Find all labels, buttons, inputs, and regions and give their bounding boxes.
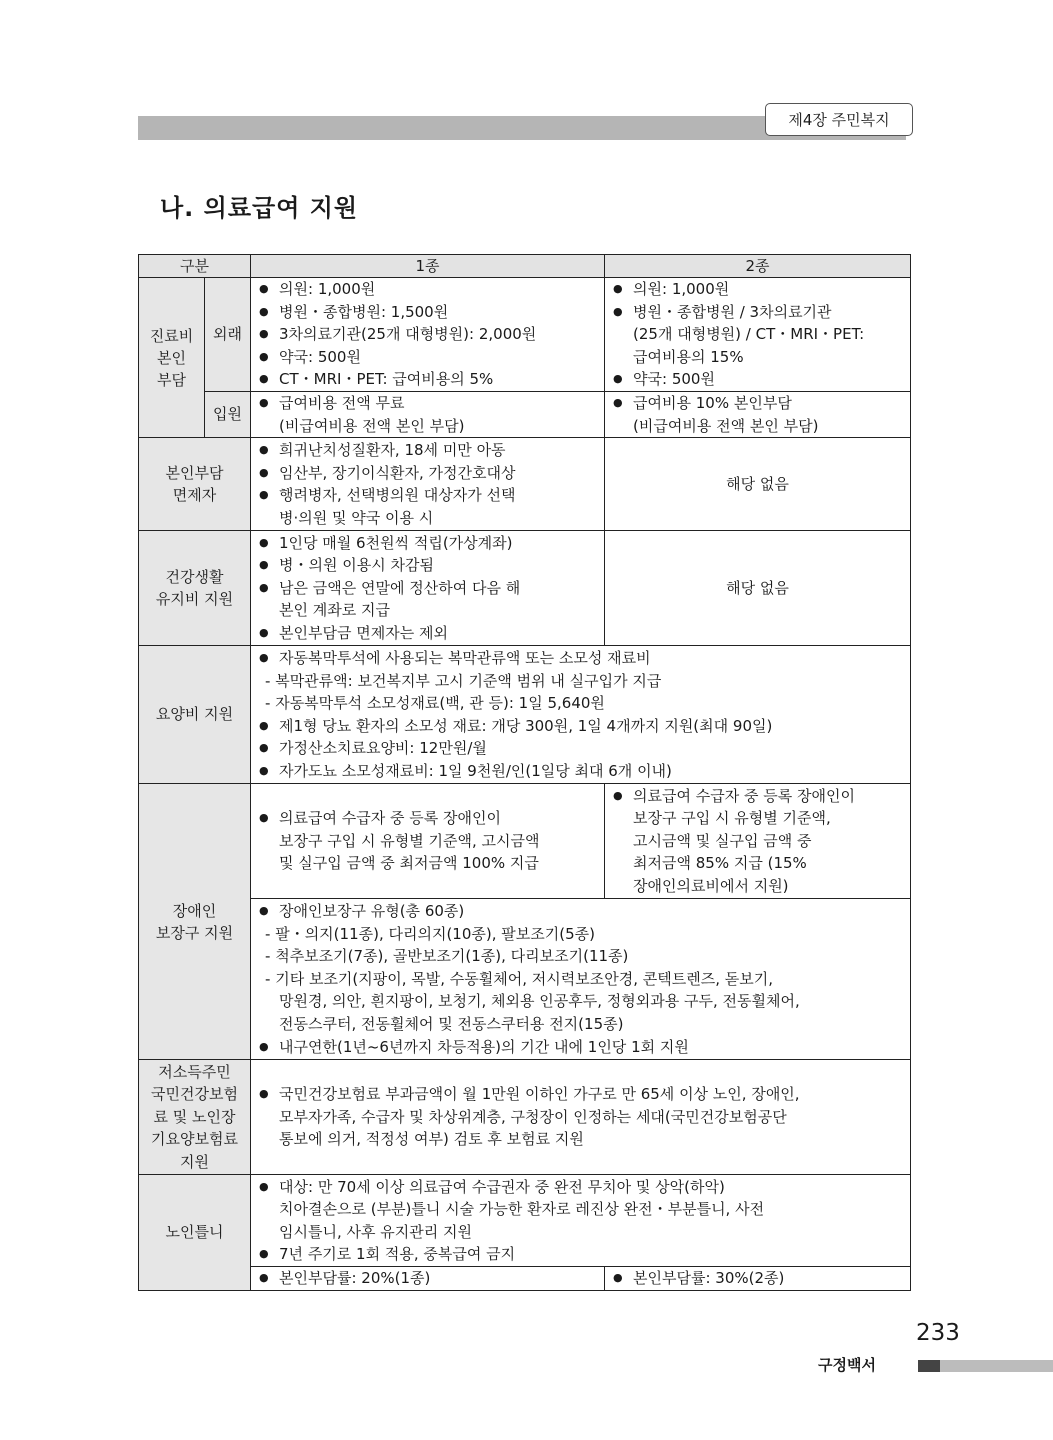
row-label-inpatient: 입원	[205, 392, 251, 438]
table-row	[139, 899, 911, 1060]
list-item: ● 약국: 500원	[611, 368, 906, 391]
list-item: ● 내구연한(1년~6년까지 차등적용)의 기간 내에 1인당 1회 지원	[257, 1036, 906, 1059]
exempt-type2: 해당 없음	[605, 438, 911, 531]
row-label-exempt-line: 본인부담	[165, 464, 224, 483]
list-item: 보장구 구입 시 유형별 기준액, 고시금액	[279, 831, 540, 850]
table-row	[139, 1267, 911, 1291]
list-item: ● 급여비용 10% 본인부담	[611, 392, 906, 415]
list-item: ● 병원・종합병원: 1,500원	[257, 301, 600, 324]
row-label-medical	[139, 278, 205, 438]
care-content	[251, 646, 911, 784]
list-item: ● 약국: 500원	[257, 346, 600, 369]
chapter-tab: 제4장 주민복지	[765, 103, 913, 136]
section-title: 나. 의료급여 지원	[160, 194, 359, 222]
row-label-insurance-line: 지원	[180, 1153, 209, 1172]
list-item: 및 실구입 금액 중 최저금액 100% 지급	[279, 854, 539, 873]
list-item: 치아결손으로 (부분)틀니 시술 가능한 환자로 레진상 완전・부분틀니, 사전	[279, 1200, 765, 1219]
list-item: ● 대상: 만 70세 이상 의료급여 수급권자 중 완전 무치아 및 상악(하악)	[257, 1176, 906, 1199]
list-item: ● 자동복막투석에 사용되는 복막관류액 또는 소모성 재료비	[257, 647, 906, 670]
row-label-medical-line: 진료비	[149, 326, 194, 345]
list-item: - 기타 보조기(지팡이, 목발, 수동휠체어, 저시력보조안경, 콘텍트렌즈, 돋보기,	[257, 968, 906, 991]
list-item: 장애인의료비에서 지원)	[633, 877, 789, 896]
list-item: ● 본인부담률: 20%(1종)	[257, 1267, 600, 1290]
denture-type2	[605, 1267, 911, 1291]
row-label-health-line: 유지비 지원	[155, 590, 234, 609]
device-type1	[251, 784, 605, 899]
list-item: ● 국민건강보험료 부과금액이 월 1만원 이하인 가구로 만 65세 이상 노인, 장애인,	[257, 1083, 906, 1106]
table-row	[139, 1060, 911, 1175]
outpatient-type2	[605, 278, 911, 392]
row-label-device	[139, 784, 251, 1060]
row-label-care: 요양비 지원	[139, 646, 251, 784]
header-type1: 1종	[251, 255, 605, 278]
table-header-row	[139, 255, 911, 278]
footer-bar-light	[940, 1360, 1053, 1372]
list-item: ● 가정산소치료요양비: 12만원/월	[257, 737, 906, 760]
list-item: 모부자가족, 수급자 및 차상위계층, 구청장이 인정하는 세대(국민건강보험공단	[279, 1107, 787, 1126]
list-item: 최저금액 85% 지급 (15%	[633, 854, 807, 873]
list-item: ● 자가도뇨 소모성재료비: 1일 9천원/인(1일당 최대 6개 이내)	[257, 760, 906, 783]
table-row	[139, 784, 911, 899]
footer-bar-dark	[918, 1360, 940, 1372]
list-item: (비급여비용 전액 본인 부담)	[633, 416, 819, 435]
list-item: ● 급여비용 전액 무료	[257, 392, 600, 415]
health-type2: 해당 없음	[605, 531, 911, 646]
row-label-insurance-line: 저소득주민	[158, 1062, 231, 1081]
row-label-insurance-line: 기요양보험료	[151, 1130, 238, 1149]
header-category: 구분	[139, 255, 251, 278]
list-item: ● 장애인보장구 유형(총 60종)	[257, 900, 906, 923]
list-item: 고시금액 및 실구입 금액 중	[633, 831, 812, 850]
list-item: ● 1인당 매월 6천원씩 적립(가상계좌)	[257, 532, 600, 555]
row-label-health	[139, 531, 251, 646]
list-item: ● CT・MRI・PET: 급여비용의 5%	[257, 368, 600, 391]
table-row	[139, 531, 911, 646]
list-item: - 자동복막투석 소모성재료(백, 관 등): 1일 5,640원	[257, 692, 906, 715]
list-item: ● 제1형 당뇨 환자의 소모성 재료: 개당 300원, 1일 4개까지 지원(최대 90일)	[257, 715, 906, 738]
table-row	[139, 438, 911, 531]
list-item: ● 7년 주기로 1회 적용, 중복급여 금지	[257, 1243, 906, 1266]
row-label-device-line: 장애인	[172, 901, 217, 920]
list-item: 보장구 구입 시 유형별 기준액,	[633, 809, 831, 828]
page-number: 233	[916, 1320, 960, 1346]
insurance-content	[251, 1060, 911, 1175]
row-label-medical-line: 부담	[157, 370, 186, 389]
device-type2	[605, 784, 911, 899]
list-item: ● 남은 금액은 연말에 정산하여 다음 해	[257, 577, 600, 600]
row-label-exempt	[139, 438, 251, 531]
list-item: ● 병원・종합병원 / 3차의료기관	[611, 301, 906, 324]
list-item: ● 의료급여 수급자 중 등록 장애인이	[257, 807, 600, 830]
table-row	[139, 392, 911, 438]
list-item: 전동스쿠터, 전동휠체어 및 전동스쿠터용 전지(15종)	[279, 1015, 624, 1034]
list-item: ● 의료급여 수급자 중 등록 장애인이	[611, 785, 906, 808]
row-label-insurance-line: 국민건강보험	[151, 1085, 238, 1104]
row-label-outpatient: 외래	[205, 278, 251, 392]
list-item: (25개 대형병원) / CT・MRI・PET:	[633, 325, 865, 344]
list-item: 병·의원 및 약국 이용 시	[279, 508, 434, 527]
table-row	[139, 646, 911, 784]
list-item: ● 본인부담금 면제자는 제외	[257, 622, 600, 645]
list-item: ● 3차의료기관(25개 대형병원): 2,000원	[257, 323, 600, 346]
list-item: 통보에 의거, 적정성 여부) 검토 후 보험료 지원	[279, 1130, 584, 1149]
list-item: - 복막관류액: 보건복지부 고시 기준액 범위 내 실구입가 지급	[257, 670, 906, 693]
exempt-type1	[251, 438, 605, 531]
list-item: ● 의원: 1,000원	[257, 278, 600, 301]
medical-aid-table	[138, 254, 911, 1291]
denture-content	[251, 1175, 911, 1267]
list-item: 본인 계좌로 지급	[279, 601, 390, 620]
book-title: 구정백서	[818, 1356, 876, 1374]
list-item: ● 행려병자, 선택병의원 대상자가 선택	[257, 484, 600, 507]
table-row	[139, 278, 911, 392]
list-item: - 척추보조기(7종), 골반보조기(1종), 다리보조기(11종)	[257, 945, 906, 968]
list-item: 급여비용의 15%	[633, 347, 744, 366]
list-item: ● 의원: 1,000원	[611, 278, 906, 301]
row-label-insurance	[139, 1060, 251, 1175]
list-item: ● 병・의원 이용시 차감됨	[257, 554, 600, 577]
row-label-device-line: 보장구 지원	[155, 923, 234, 942]
denture-type1	[251, 1267, 605, 1291]
header-type2: 2종	[605, 255, 911, 278]
list-item: - 팔・의지(11종), 다리의지(10종), 팔보조기(5종)	[257, 923, 906, 946]
list-item: ● 본인부담률: 30%(2종)	[611, 1267, 906, 1290]
device-types	[251, 899, 911, 1060]
row-label-medical-line: 본인	[157, 348, 186, 367]
row-label-insurance-line: 료 및 노인장	[153, 1107, 236, 1126]
row-label-health-line: 건강생활	[165, 568, 224, 587]
list-item: 임시틀니, 사후 유지관리 지원	[279, 1222, 472, 1241]
inpatient-type1	[251, 392, 605, 438]
inpatient-type2	[605, 392, 911, 438]
list-item: (비급여비용 전액 본인 부담)	[279, 416, 465, 435]
outpatient-type1	[251, 278, 605, 392]
row-label-exempt-line: 면제자	[172, 486, 217, 505]
row-label-denture: 노인틀니	[139, 1175, 251, 1291]
list-item: ● 희귀난치성질환자, 18세 미만 아동	[257, 439, 600, 462]
health-type1	[251, 531, 605, 646]
table-row	[139, 1175, 911, 1267]
list-item: 망원경, 의안, 흰지팡이, 보청기, 체외용 인공후두, 정형외과용 구두, 전동휠체어,	[279, 992, 800, 1011]
list-item: ● 임산부, 장기이식환자, 가정간호대상	[257, 462, 600, 485]
